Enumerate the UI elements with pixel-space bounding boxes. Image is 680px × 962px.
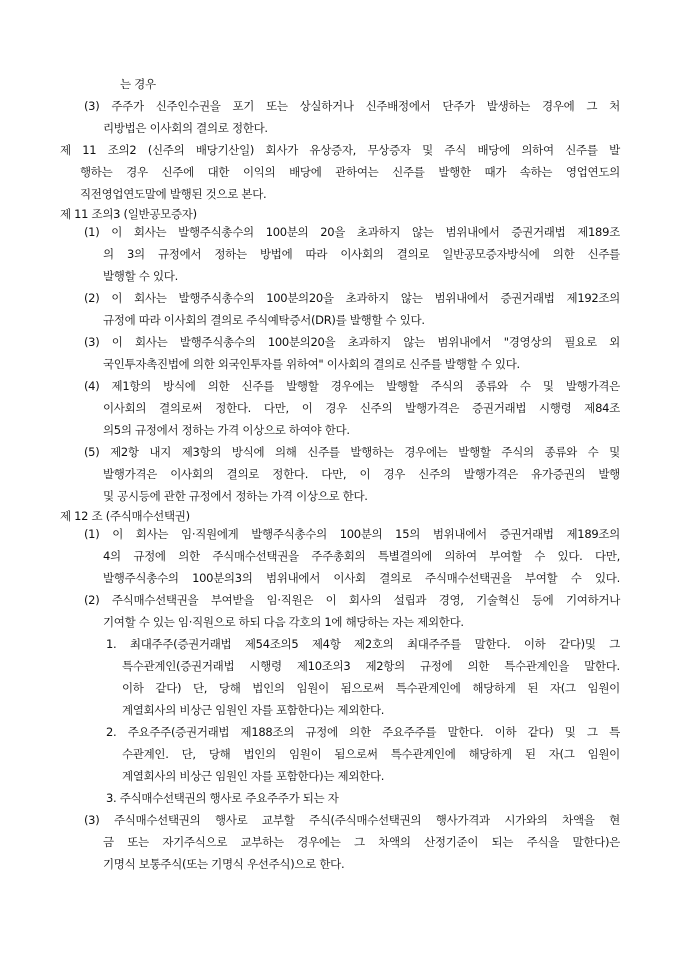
word: 의한 [467, 659, 490, 673]
word: 수 [534, 549, 546, 563]
word: 배당기산일) [195, 143, 255, 157]
word: 규정에서 [157, 247, 202, 261]
word: 및 [422, 143, 433, 157]
word: 규정에 [305, 725, 338, 739]
word: 2. [106, 725, 117, 739]
word: 발생하는 [486, 99, 531, 113]
word: 시행령 [538, 401, 572, 415]
word: 다만, [594, 549, 620, 563]
word: 규정에 [133, 549, 166, 563]
word: 신주를 [241, 379, 274, 393]
word: 행사로 [214, 813, 248, 827]
word: (3) [84, 813, 100, 827]
word: 의한 [207, 379, 230, 393]
art11-3-clause-1-line-3: 발행할 수 있다. [103, 269, 178, 283]
word: 임원이 [288, 747, 322, 761]
word: 무상증자 [367, 143, 411, 157]
word: 경우에는 [404, 445, 448, 459]
word: 결의로써 [159, 401, 203, 415]
word: 시가와의 [504, 813, 548, 827]
word: 의하여 [521, 143, 554, 157]
word: 됨으로써 [340, 681, 384, 695]
word: 경우에는 [297, 835, 341, 849]
word: 임원이 [296, 681, 329, 695]
word: 회사는 [135, 527, 169, 541]
word: 단, [181, 747, 196, 761]
word: 신주인수권을 [155, 99, 221, 113]
word: 법인의 [243, 747, 276, 761]
word: 경우 [383, 467, 406, 481]
word: 이 [112, 527, 123, 541]
word: 때가 [484, 165, 507, 179]
word: 법인의 [252, 681, 285, 695]
word: 제54조의5 [244, 637, 299, 651]
word: 이사회의 [103, 401, 147, 415]
art12-clause-2-line-1 [84, 592, 620, 608]
word: 제4항 [311, 637, 341, 651]
word: 및 [542, 379, 554, 393]
word: 외 [609, 335, 620, 349]
word: 신주의 [359, 401, 393, 415]
word: 100분의20을 [266, 291, 334, 305]
word: 신주의 [418, 467, 451, 481]
word: 경우 [126, 165, 148, 179]
word: 이 [301, 401, 313, 415]
word: 기여하거나 [565, 593, 620, 607]
word: 않는 [403, 335, 425, 349]
word: (3) [84, 99, 100, 113]
word: 신주에 [161, 165, 194, 179]
word: 그 [586, 725, 598, 739]
word: 다만, [321, 467, 347, 481]
word: 주식매수선택권을 [425, 571, 512, 585]
word: 주식의 [501, 445, 534, 459]
word: 3의 [126, 247, 145, 261]
word: 않는 [400, 291, 423, 305]
word: (4) [84, 379, 100, 393]
word: 회사는 [134, 291, 167, 305]
word: 100분의 [339, 527, 383, 541]
word: 의한 [552, 247, 575, 261]
art11-3-clause-4-line-1 [84, 378, 620, 394]
word: 회사가 [265, 143, 298, 157]
word: 자기주식으로 [162, 835, 228, 849]
word: 유가증권의 [531, 467, 586, 481]
word: 발행하는 [350, 445, 394, 459]
word: 초과하지 [347, 335, 391, 349]
word: 이익의 [242, 165, 276, 179]
word: 현 [609, 813, 620, 827]
clause-3-line-2: 리방법은 이사회의 결의로 정한다. [103, 121, 268, 135]
word: 의해 [274, 445, 297, 459]
art11-3-clause-3-line-2: 국인투자촉진법에 의한 외국인투자를 위하여" 이사회의 결의로 신주를 발행할 수 있다. [103, 357, 520, 371]
word: 이 [325, 593, 337, 607]
word: 영업연도의 [565, 165, 620, 179]
art12-item-2-line-1 [106, 724, 620, 740]
word: 제3항의 [181, 445, 222, 459]
art12-clause-1-line-2 [103, 548, 620, 564]
word: 1. [106, 637, 117, 651]
word: 수 [570, 571, 582, 585]
word: 필요로 [564, 335, 597, 349]
article-12-heading: 제 12 조 (주식매수선택권) [60, 509, 190, 523]
art11-3-clause-2-line-1 [84, 290, 620, 306]
art12-item-1-line-3 [122, 680, 620, 696]
word: 발행주식총수의 [178, 225, 254, 239]
word: 범위내에서 [434, 291, 489, 305]
word: 따라 [305, 247, 328, 261]
word: 결의로 [396, 247, 430, 261]
word: 되는 [491, 835, 514, 849]
word: 부여할 [489, 549, 522, 563]
word: 경우에 [541, 99, 575, 113]
word: 발행할 [458, 445, 491, 459]
word: 결의로 [379, 571, 412, 585]
word: 행사가격과 [435, 813, 490, 827]
word: 회사의 [348, 593, 382, 607]
word: 방식에 [163, 379, 196, 393]
word: 배당에 [477, 143, 510, 157]
word: 신주를 [307, 445, 340, 459]
word: (1) [84, 527, 100, 541]
word: 시행령 [249, 659, 282, 673]
word: 및 [564, 725, 576, 739]
word: 포기 [232, 99, 255, 113]
word: 15의 [395, 527, 421, 541]
word: 100분의3의 [192, 571, 253, 585]
word: 20을 [320, 225, 346, 239]
word: 이 [359, 467, 371, 481]
word: 증권거래법 [500, 291, 555, 305]
word: 그 [609, 637, 620, 651]
word: 종류와 [475, 379, 508, 393]
word: 주식매수선택권을 [212, 549, 299, 563]
word: 결의로 [226, 467, 260, 481]
word: 최대주주를 [407, 637, 462, 651]
word: 100분의 [265, 225, 309, 239]
word: 이하 [494, 725, 517, 739]
word: 제192조의 [566, 291, 620, 305]
word: 있다. [557, 549, 583, 563]
word: 속하는 [519, 165, 553, 179]
word: 발행주식총수의 [178, 291, 255, 305]
word: 정하는 [214, 247, 247, 261]
word: 주식 [444, 143, 467, 157]
word: 최대주주(증권거래법 [129, 637, 232, 651]
word: 제2항 [110, 445, 139, 459]
word: 또는 [266, 99, 288, 113]
word: 제10조의3 [296, 659, 351, 673]
art12-clause-2-line-2: 기여할 수 있는 임·직원으로 하되 다음 각호의 1에 해당하는 자는 제외한다. [103, 615, 464, 629]
word: 규정에 [419, 659, 453, 673]
art11-3-clause-5-line-3: 및 공시등에 관한 규정에서 정하는 가격 이상으로 한다. [103, 489, 368, 503]
art12-clause-1-line-3 [103, 570, 620, 586]
word: 증권거래법 [472, 401, 527, 415]
word: 배당에 [289, 165, 322, 179]
word: 이사회의 [340, 247, 384, 261]
word: (신주의 [147, 143, 185, 157]
word: 방식에 [231, 445, 265, 459]
art11-3-clause-2-line-2: 규정에 따라 이사회의 결의로 주식예탁증서(DR)를 발행할 수 있다. [103, 313, 425, 327]
word: 제1항의 [111, 379, 151, 393]
word: 특 [609, 725, 620, 739]
word: 범위내에서 [437, 335, 492, 349]
word: 100분의20을 [267, 335, 336, 349]
word: 제2호의 [354, 637, 394, 651]
word: 이사회 [333, 571, 366, 585]
word: 주식(주식매수선택권의 [308, 813, 422, 827]
word: 특별결의에 [377, 549, 432, 563]
word: 제189조의 [566, 527, 620, 541]
art12-clause-1-line-1 [84, 526, 620, 542]
article-11-2-line-2 [80, 164, 620, 180]
word: 금 [103, 835, 114, 849]
word: 일반공모증자방식에 [442, 247, 540, 261]
word: 기술혁신 [476, 593, 520, 607]
word: 그 [353, 835, 365, 849]
word: 경영, [438, 593, 464, 607]
word: 제 [60, 143, 71, 157]
art12-item-2-line-2 [122, 746, 620, 762]
art12-clause-3-line-1 [84, 812, 620, 828]
word: 범위내에서 [432, 527, 487, 541]
word: (2) [84, 593, 100, 607]
word: 설립과 [393, 593, 427, 607]
word: 발행주식총수의 [251, 527, 327, 541]
word: (3) [84, 335, 100, 349]
continuation-line: 는 경우 [120, 77, 156, 91]
word: 발행가격은 [405, 401, 460, 415]
word: 제2항의 [365, 659, 405, 673]
word: 된 [527, 681, 539, 695]
word: 종류와 [544, 445, 577, 459]
word: 않는 [411, 225, 434, 239]
word: 발행한 [438, 165, 471, 179]
word: 말한다. [474, 637, 511, 651]
word: 발행할 [286, 379, 319, 393]
word: 정한다. [215, 401, 252, 415]
word: 발 [609, 143, 620, 157]
word: 차액의 [378, 835, 411, 849]
article-11-3-heading: 제 11 조의3 (일반공모증자) [60, 207, 197, 221]
word: 주식의 [430, 379, 464, 393]
word: 상실하거나 [299, 99, 354, 113]
word: 내지 [149, 445, 172, 459]
word: 4의 [103, 549, 121, 563]
word: 교부하는 [240, 835, 284, 849]
word: 신주를 [565, 143, 598, 157]
art12-item-3-line-1: 3. 주식매수선택권의 행사로 주요주주가 되는 자 [106, 791, 339, 805]
article-11-2-line-1 [60, 142, 620, 158]
word: 단, [192, 681, 208, 695]
word: 주식매수선택권을 [111, 593, 199, 607]
word: 수 [519, 379, 531, 393]
word: 임·직원은 [266, 593, 314, 607]
word: 발행주식총수의 [179, 335, 256, 349]
word: 임원이 [587, 681, 620, 695]
word: 차액을 [562, 813, 595, 827]
word: 특수관계인에 [395, 681, 461, 695]
word: 주요주주를 [382, 725, 437, 739]
word: 방법에 [259, 247, 293, 261]
word: 교부할 [261, 813, 295, 827]
article-11-2-line-3: 직전영업연도말에 발행된 것으로 본다. [80, 187, 267, 201]
word: 주식매수선택권의 [113, 813, 201, 827]
word: 부여할 [524, 571, 558, 585]
word: 증권거래법 [499, 527, 554, 541]
word: 발행 [598, 467, 620, 481]
word: 및 [609, 445, 620, 459]
word: 정한다. [272, 467, 309, 481]
word: 의한 [178, 549, 200, 563]
word: 주주가 [111, 99, 144, 113]
word: 초과하지 [345, 291, 389, 305]
word: 또는 [127, 835, 149, 849]
word: 대한 [207, 165, 230, 179]
art11-3-clause-3-line-1 [84, 334, 620, 350]
word: 유상증자, [309, 143, 357, 157]
word: 이 [111, 225, 123, 239]
word: 해당하게 [472, 681, 516, 695]
word: 의한 [349, 725, 371, 739]
word: 있다. [594, 571, 620, 585]
word: 증권거래법 [511, 225, 566, 239]
word: 그 [586, 99, 598, 113]
word: 발행가격은 [463, 467, 518, 481]
word: 제189조 [577, 225, 620, 239]
word: 경우 [325, 401, 348, 415]
word: 처 [609, 99, 620, 113]
word: 다만, [263, 401, 289, 415]
word: 신주를 [392, 165, 425, 179]
word: 말한다. [584, 659, 620, 673]
word: 주주총회의 [311, 549, 366, 563]
word: 회사는 [133, 225, 167, 239]
word: 수관계인. [122, 747, 169, 761]
word: 제84조 [584, 401, 620, 415]
word: 주식을 [526, 835, 560, 849]
word: 범위내에서 [445, 225, 500, 239]
word: 당해 [218, 681, 241, 695]
word: 말한다. [447, 725, 484, 739]
art12-item-1-line-4: 계열회사의 비상근 임원인 자를 포함한다)는 제외한다. [122, 703, 385, 717]
word: 산정기준이 [424, 835, 479, 849]
word: 같다) [155, 681, 182, 695]
word: "경영상의 [503, 335, 552, 349]
word: 특수관계인을 [504, 659, 570, 673]
word: 단주가 [442, 99, 475, 113]
word: (2) [84, 291, 100, 305]
word: 된 [524, 747, 536, 761]
word: 자(그 [548, 747, 575, 761]
word: 부여받을 [210, 593, 255, 607]
word: 말한다)은 [572, 835, 620, 849]
word: 해당하게 [468, 747, 512, 761]
word: 발행가격은 [103, 467, 158, 481]
word: 같다) [527, 725, 554, 739]
word: 임·직원에게 [181, 527, 239, 541]
word: 발행주식총수의 [103, 571, 179, 585]
word: 경우에는 [330, 379, 374, 393]
word: 행하는 [80, 165, 113, 179]
art12-item-1-line-2 [122, 658, 620, 674]
word: 수 [587, 445, 599, 459]
art11-3-clause-5-line-1 [84, 444, 620, 460]
word: 됨으로써 [334, 747, 378, 761]
art11-3-clause-5-line-2 [103, 466, 620, 482]
word: 같다)및 [559, 637, 596, 651]
word: 특수관계인(증권거래법 [122, 659, 235, 673]
word: 특수관계인에 [390, 747, 456, 761]
word: 발행할 [386, 379, 419, 393]
art11-3-clause-1-line-1 [84, 224, 620, 240]
word: 이 [111, 291, 123, 305]
word: 이사회의 [170, 467, 214, 481]
word: 주요주주(증권거래법 [127, 725, 230, 739]
word: 등에 [531, 593, 554, 607]
word: 당해 [208, 747, 231, 761]
word: (1) [84, 225, 100, 239]
word: 이하 [523, 637, 546, 651]
art11-3-clause-4-line-3: 의5의 규정에서 정하는 가격 이상으로 하여야 한다. [103, 423, 350, 437]
word: 의 [103, 247, 114, 261]
word: 범위내에서 [265, 571, 320, 585]
art12-item-2-line-3: 계열회사의 비상근 임원인 자를 포함한다)는 제외한다. [122, 769, 385, 783]
word: 자(그 [549, 681, 576, 695]
word: (5) [84, 445, 100, 459]
art11-3-clause-4-line-2 [103, 400, 620, 416]
word: 11 [82, 143, 97, 157]
word: 제188조의 [240, 725, 295, 739]
art12-clause-3-line-3: 기명식 보통주식(또는 기명식 우선주식)으로 한다. [103, 857, 345, 871]
word: 신주배정에서 [365, 99, 431, 113]
art12-item-1-line-1 [106, 636, 620, 652]
word: 초과하지 [356, 225, 401, 239]
word: 발행가격은 [565, 379, 620, 393]
art12-clause-3-line-2 [103, 834, 620, 850]
word: 신주를 [587, 247, 620, 261]
word: 임원이 [587, 747, 620, 761]
art11-3-clause-1-line-2 [103, 246, 620, 262]
clause-3-line-1 [84, 98, 620, 114]
word: 회사는 [134, 335, 168, 349]
word: 조의2 [107, 143, 137, 157]
word: 이하 [122, 681, 144, 695]
word: 의하여 [444, 549, 477, 563]
word: 관하여는 [335, 165, 379, 179]
word: 이 [111, 335, 123, 349]
